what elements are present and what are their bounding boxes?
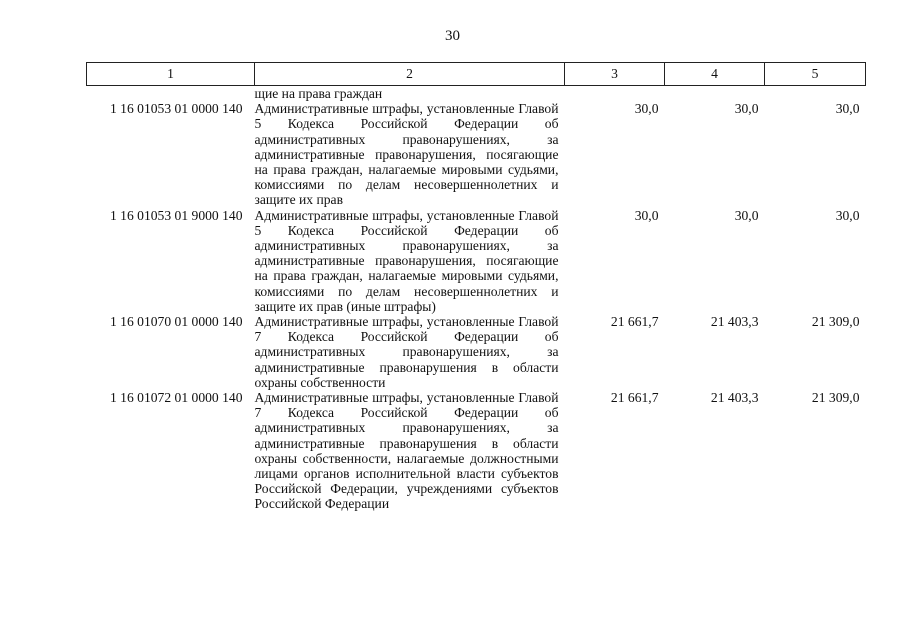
row-value-col5: 21 309,0: [811, 314, 860, 330]
row-value-col5: 30,0: [835, 101, 860, 117]
row-description: Административные штрафы, установленные Главой 5 Кодекса Российской Федерации об административных правонарушениях, за административные правонарушения, посягающие на права граждан, налагаемые мировыми судьями, комиссиями по делам несовершеннолетних и защите их прав (иные штрафы): [254, 207, 559, 314]
row-description: Административные штрафы, установленные Главой 7 Кодекса Российской Федерации об административных правонарушениях, за административные правонарушения в области охраны собственности: [254, 314, 559, 390]
row-value-col4: 21 403,3: [710, 390, 759, 406]
header-col-2: 2: [255, 63, 565, 86]
row-code: 1 16 01072 01 0000 140: [109, 390, 243, 406]
table-row: [87, 101, 866, 207]
header-col-3: 3: [565, 63, 665, 86]
continuation-text: щие на права граждан: [254, 86, 383, 101]
row-value-col4: 30,0: [734, 207, 759, 223]
page-number: 30: [445, 28, 460, 44]
table-row: [87, 314, 866, 390]
row-value-col3: 30,0: [634, 101, 659, 117]
row-value-col4: 30,0: [734, 101, 759, 117]
header-col-4: 4: [665, 63, 765, 86]
row-value-col3: 21 661,7: [610, 390, 659, 406]
budget-table: [86, 62, 866, 512]
table-header-row: [87, 63, 866, 86]
continuation-row: [87, 86, 866, 102]
row-value-col4: 21 403,3: [710, 314, 759, 330]
row-code: 1 16 01053 01 0000 140: [109, 101, 243, 117]
row-value-col3: 30,0: [634, 207, 659, 223]
row-value-col5: 21 309,0: [811, 390, 860, 406]
row-description: Административные штрафы, установленные Главой 7 Кодекса Российской Федерации об административных правонарушениях, за административные правонарушения в области охраны собственности, налагаемые должностными лицами органов исполнительной власти субъектов Российской Федерации, учреждениями субъектов Российской Федерации: [254, 390, 559, 512]
table-row: [87, 208, 866, 314]
row-code: 1 16 01070 01 0000 140: [109, 314, 243, 330]
header-col-5: 5: [765, 63, 866, 86]
table-row: [87, 390, 866, 512]
row-value-col3: 21 661,7: [610, 314, 659, 330]
row-value-col5: 30,0: [835, 207, 860, 223]
row-description: Административные штрафы, установленные Главой 5 Кодекса Российской Федерации об административных правонарушениях, за административные правонарушения, посягающие на права граждан, налагаемые мировыми судьями, комиссиями по делам несовершеннолетних и защите их прав: [254, 101, 559, 208]
row-code: 1 16 01053 01 9000 140: [109, 207, 243, 223]
header-col-1: 1: [87, 63, 255, 86]
